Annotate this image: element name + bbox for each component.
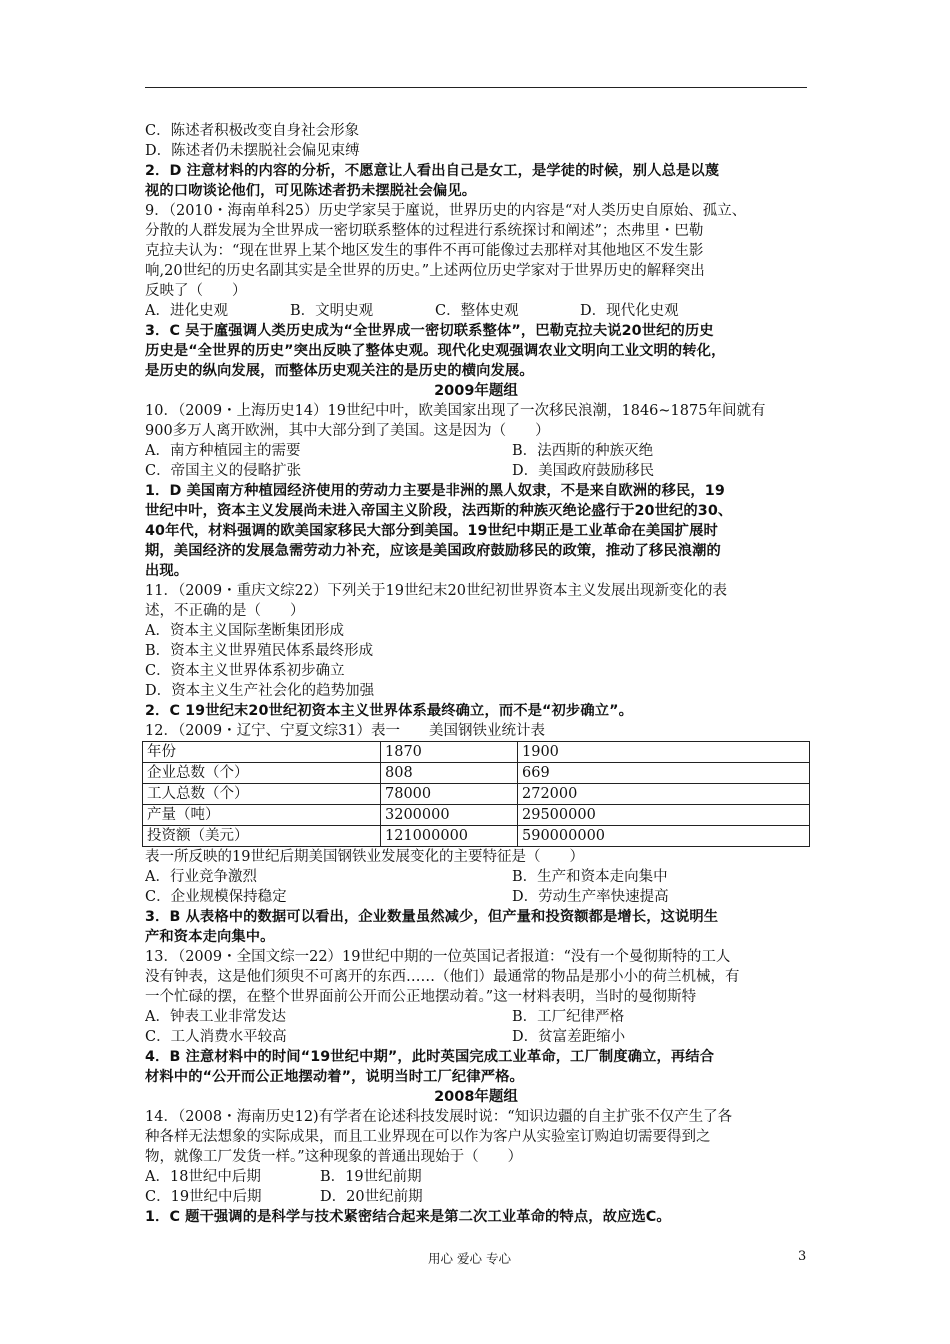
page-number: 3 (798, 1249, 807, 1264)
answer-line: 是历史的纵向发展，而整体历史观关注的是历史的横向发展。 (145, 363, 534, 379)
answer-line: 历史是“全世界的历史”突出反映了整体史观。现代化史观强调农业文明向工业文明的转化， (145, 343, 726, 359)
option-c: C．企业规模保持稳定 (145, 889, 287, 905)
question-14-line: 种各样无法想象的实际成果，而且工业界现在可以作为客户从实验室订购迫切需要得到之 (145, 1129, 711, 1145)
option-d: D．20世纪前期 (320, 1189, 423, 1205)
answer-line: 3．B 从表格中的数据可以看出，企业数量虽然减少，但产量和投资额都是增长，这说明生 (145, 909, 719, 925)
page-content (145, 121, 807, 1227)
question-14-options (145, 1187, 807, 1207)
question-13-options (145, 1027, 807, 1047)
question-14-line: 物，就像工厂发货一样。”这种现象的普通出现始于（ ） (145, 1149, 523, 1165)
footer-slogan: 用心 爱心 专心 (428, 1251, 511, 1266)
option-c: C．资本主义世界体系初步确立 (145, 663, 345, 679)
option-d: D．现代化史观 (580, 303, 679, 319)
question-10-options (145, 461, 807, 481)
table-cell: 工人总数（个） (143, 784, 381, 805)
question-9-options (145, 301, 807, 321)
question-13-line: 13．（2009・全国文综一22）19世纪中期的一位英国记者报道：“没有一个曼彻斯特的工人 (145, 949, 731, 965)
option-d: D．美国政府鼓励移民 (512, 463, 655, 479)
answer-line: 3．C 吴于廑强调人类历史成为“全世界成一密切联系整体”，巴勒克拉夫说20世纪的历史 (145, 323, 714, 339)
question-9-line: 反映了（ ） (145, 283, 247, 299)
table-cell: 1900 (518, 742, 810, 763)
answer-line: 1．D 美国南方种植园经济使用的劳动力主要是非洲的黑人奴隶，不是来自欧洲的移民，19 (145, 483, 725, 499)
option-a: A．南方种植园主的需要 (145, 443, 301, 459)
option-d: D．劳动生产率快速提高 (512, 889, 669, 905)
option-a: A．进化史观 (145, 303, 228, 319)
option-a: A．钟表工业非常发达 (145, 1009, 286, 1025)
table-cell: 产量（吨） (143, 805, 381, 826)
question-9-line: 9．（2010・海南单科25）历史学家吴于廑说，世界历史的内容是“对人类历史自原始、孤立、 (145, 203, 747, 219)
question-9-line: 响,20世纪的历史名副其实是全世界的历史。”上述两位历史学家对于世界历史的解释突出 (145, 263, 705, 279)
table-cell: 1870 (381, 742, 518, 763)
table-cell: 投资额（美元） (143, 826, 381, 847)
option-a: A．18世纪中后期 (145, 1169, 261, 1185)
table-row (143, 826, 810, 847)
question-11-line: 述，不正确的是（ ） (145, 603, 305, 619)
answer-line: 视的口吻谈论他们，可见陈述者扔未摆脱社会偏见。 (145, 183, 477, 199)
answer-line: 2．D 注意材料的内容的分析，不愿意让人看出自己是女工，是学徒的时候，别人总是以蔑 (145, 163, 720, 179)
question-12-options (145, 867, 807, 887)
option-b: B．19世纪前期 (320, 1169, 422, 1185)
table-cell: 3200000 (381, 805, 518, 826)
question-12-options (145, 887, 807, 907)
question-13-line: 没有钟表，这是他们须臾不可离开的东西……（他们）最通常的物品是那小小的荷兰机械，有 (145, 969, 740, 985)
option-c: C．19世纪中后期 (145, 1189, 262, 1205)
option-b: B．资本主义世界殖民体系最终形成 (145, 643, 374, 659)
option-a: A．行业竞争激烈 (145, 869, 257, 885)
option-c: C．帝国主义的侵略扩张 (145, 463, 302, 479)
option-c: C．工人消费水平较高 (145, 1029, 287, 1045)
option-b: B．文明史观 (290, 303, 374, 319)
table-cell: 590000000 (518, 826, 810, 847)
table-row (143, 784, 810, 805)
question-11-line: 11．（2009・重庆文综22）下列关于19世纪末20世纪初世界资本主义发展出现新变化的表 (145, 583, 727, 599)
question-13-line: 一个忙碌的摆，在整个世界面前公开而公正地摆动着。”这一材料表明，当时的曼彻斯特 (145, 989, 697, 1005)
question-12-line: 表一所反映的19世纪后期美国钢铁业发展变化的主要特征是（ ） (145, 849, 584, 865)
table-cell: 808 (381, 763, 518, 784)
answer-line: 40年代，材料强调的欧美国家移民大部分到美国。19世纪中期正是工业革命在美国扩展时 (145, 523, 718, 539)
question-14-line: 14．（2008・海南历史12)有学者在论述科技发展时说：“知识边疆的自主扩张不仅产生了各 (145, 1109, 733, 1125)
steel-statistics-table (142, 741, 810, 847)
table-cell: 121000000 (381, 826, 518, 847)
table-cell: 29500000 (518, 805, 810, 826)
table-row (143, 763, 810, 784)
answer-line: 产和资本走向集中。 (145, 929, 275, 945)
question-9-line: 分散的人群发展为全世界成一密切联系整体的过程进行系统探讨和阐述”；杰弗里・巴勒 (145, 223, 704, 239)
header-rule (145, 87, 807, 88)
answer-line: 2．C 19世纪末20世纪初资本主义世界体系最终确立，而不是“初步确立”。 (145, 703, 634, 719)
answer-line: 1．C 题干强调的是科学与技术紧密结合起来是第二次工业革命的特点，故应选C。 (145, 1209, 671, 1225)
question-10-options (145, 441, 807, 461)
answer-line: 出现。 (145, 563, 189, 579)
table-cell: 78000 (381, 784, 518, 805)
option-a: A．资本主义国际垄断集团形成 (145, 623, 344, 639)
question-10-line: 900多万人离开欧洲，其中大部分到了美国。这是因为（ ） (145, 423, 550, 439)
option-b: B．生产和资本走向集中 (512, 869, 668, 885)
question-12-line: 12．（2009・辽宁、宁夏文综31）表一 美国钢铁业统计表 (145, 723, 546, 739)
table-cell: 企业总数（个） (143, 763, 381, 784)
section-heading-2008: 2008年题组 (434, 1089, 518, 1105)
table-row (143, 742, 810, 763)
section-heading-2009: 2009年题组 (434, 383, 518, 399)
answer-line: 期，美国经济的发展急需劳动力补充，应该是美国政府鼓励移民的政策，推动了移民浪潮的 (145, 543, 721, 559)
option-b: B．工厂纪律严格 (512, 1009, 625, 1025)
option-line: C．陈述者积极改变自身社会形象 (145, 123, 360, 139)
option-c: C．整体史观 (435, 303, 519, 319)
table-row (143, 805, 810, 826)
option-d: D．贫富差距缩小 (512, 1029, 626, 1045)
option-line: D．陈述者仍未摆脱社会偏见束缚 (145, 143, 360, 159)
answer-line: 材料中的“公开而公正地摆动着”，说明当时工厂纪律严格。 (145, 1069, 524, 1085)
answer-line: 世纪中叶，资本主义发展尚未进入帝国主义阶段，法西斯的种族灭绝论盛行于20世纪的30、 (145, 503, 733, 519)
question-13-options (145, 1007, 807, 1027)
option-b: B．法西斯的种族灭绝 (512, 443, 654, 459)
table-cell: 272000 (518, 784, 810, 805)
answer-line: 4．B 注意材料中的时间“19世纪中期”，此时英国完成工业革命，工厂制度确立，再结合 (145, 1049, 715, 1065)
option-d: D．资本主义生产社会化的趋势加强 (145, 683, 375, 699)
table-cell: 669 (518, 763, 810, 784)
question-14-options (145, 1167, 807, 1187)
question-10-line: 10．（2009・上海历史14）19世纪中叶，欧美国家出现了一次移民浪潮，1846~1875年间就有 (145, 403, 766, 419)
table-cell: 年份 (143, 742, 381, 763)
question-9-line: 克拉夫认为：“现在世界上某个地区发生的事件不再可能像过去那样对其他地区不发生影 (145, 243, 704, 259)
